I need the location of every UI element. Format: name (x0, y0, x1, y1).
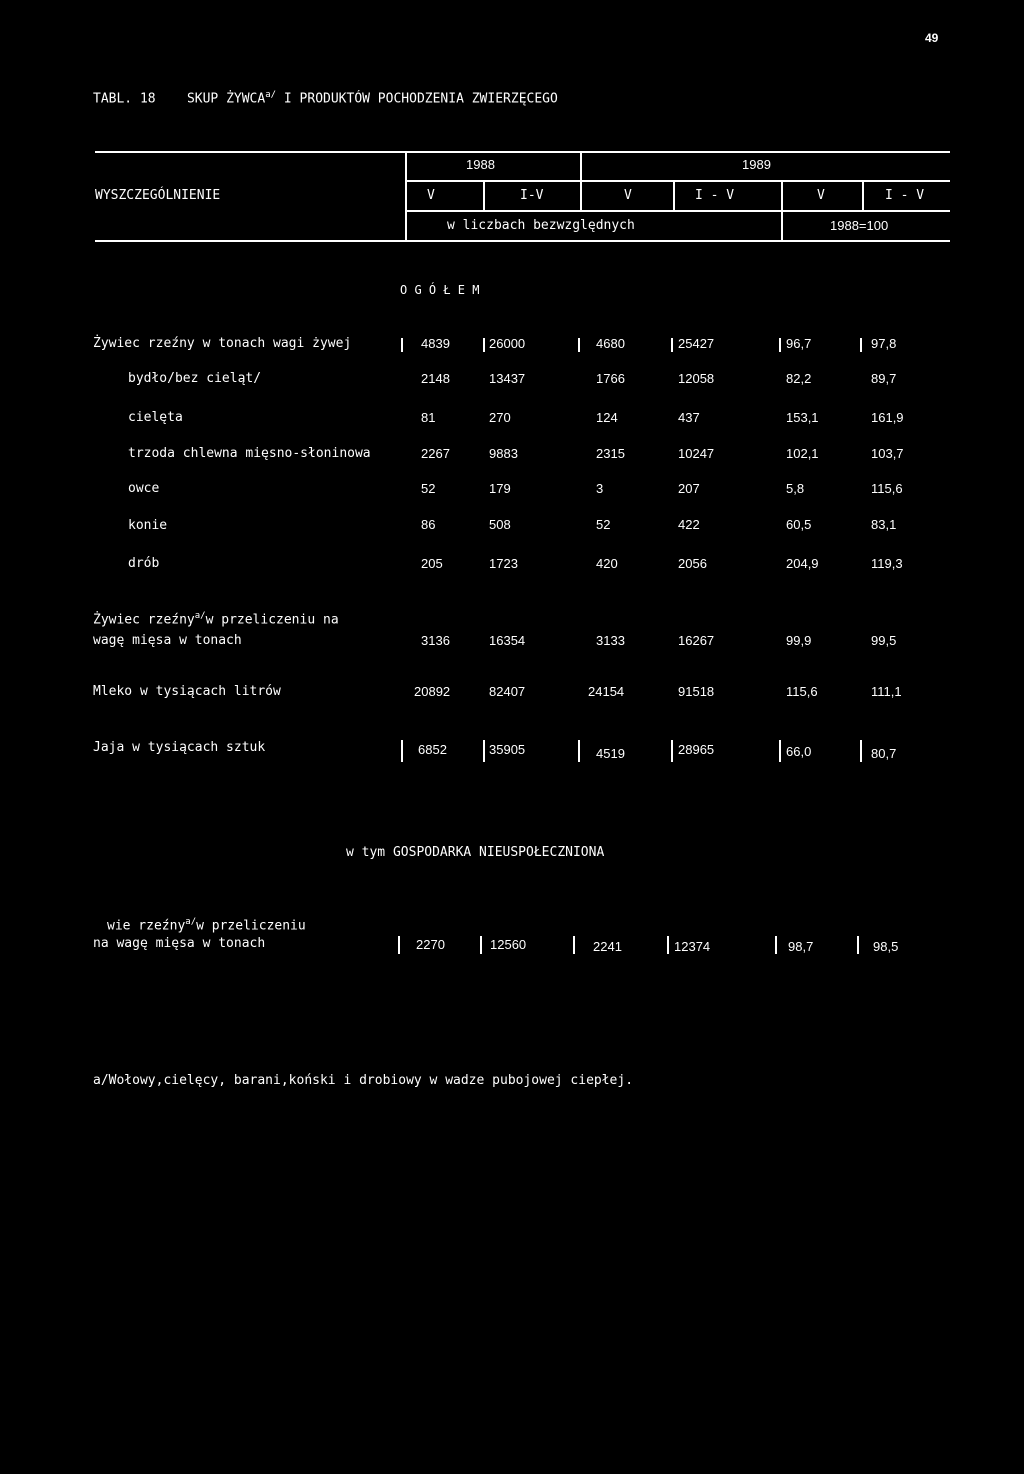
column-separator (401, 740, 403, 762)
cell: 437 (678, 410, 700, 425)
cell: 204,9 (786, 556, 819, 571)
header-divider (580, 151, 582, 211)
cell: 2267 (421, 446, 450, 461)
cell: 25427 (678, 336, 715, 351)
cell: 124 (596, 410, 618, 425)
cell: 508 (489, 517, 511, 532)
cell: 83,1 (871, 517, 897, 532)
page-number: 49 (925, 31, 939, 45)
header-mid-rule (406, 180, 950, 182)
column-separator (779, 338, 781, 352)
cell: 9883 (489, 446, 518, 461)
row-label: trzoda chlewna mięsno-słoninowa (128, 446, 371, 461)
cell: 205 (421, 556, 443, 571)
column-separator (860, 338, 862, 352)
title-text: SKUP ŻYWCA (186, 91, 266, 107)
column-header-label: WYSZCZEGÓLNIENIE (95, 188, 221, 203)
header-divider (673, 180, 675, 210)
row-label: cielęta (128, 410, 183, 425)
cell: 96,7 (786, 336, 812, 351)
cell: 3 (596, 481, 604, 496)
period-header: V (427, 188, 435, 203)
cell: 10247 (678, 446, 715, 461)
period-header: I - V (695, 188, 735, 203)
period-header: V (817, 188, 825, 203)
cell: 98,7 (788, 939, 814, 954)
row-label (107, 914, 306, 934)
column-separator (483, 740, 485, 762)
cell: 12058 (678, 371, 715, 386)
row-label: konie (128, 518, 168, 533)
column-separator (573, 936, 575, 954)
cell: 2315 (596, 446, 625, 461)
row-label: bydło/bez cieląt/ (128, 371, 262, 386)
row-label-line2: wagę mięsa w tonach (93, 633, 242, 648)
cell: 13437 (489, 371, 526, 386)
row-label-part: w przeliczeniu (196, 918, 306, 934)
cell: 422 (678, 517, 700, 532)
cell: 115,6 (786, 684, 818, 699)
header-divider (781, 180, 783, 240)
column-separator (401, 338, 403, 352)
column-separator (398, 936, 400, 954)
section-heading-private: w tym GOSPODARKA NIEUSPOŁECZNIONA (346, 845, 605, 860)
cell: 28965 (678, 742, 715, 757)
period-header: I - V (885, 188, 925, 203)
cell: 2148 (421, 371, 450, 386)
column-separator (857, 936, 859, 954)
cell: 103,7 (871, 446, 904, 461)
header-sub-rule (406, 210, 950, 212)
cell: 24154 (588, 684, 625, 699)
cell: 86 (421, 517, 436, 532)
cell: 4680 (596, 336, 625, 351)
cell: 102,1 (786, 446, 819, 461)
cell: 82,2 (786, 371, 812, 386)
column-separator (671, 740, 673, 762)
cell: 179 (489, 481, 511, 496)
column-separator (671, 338, 673, 352)
cell: 5,8 (786, 481, 805, 496)
cell: 81 (421, 410, 436, 425)
section-heading-total: O G Ó Ł E M (400, 283, 480, 297)
cell: 119,3 (871, 556, 903, 571)
column-separator (667, 936, 669, 954)
cell: 3133 (596, 633, 625, 648)
footnote-mark: a/ (185, 917, 197, 927)
cell: 12374 (674, 939, 711, 954)
column-separator (578, 740, 580, 762)
column-separator (860, 740, 862, 762)
period-header: V (624, 188, 632, 203)
cell: 52 (421, 481, 436, 496)
cell: 60,5 (786, 517, 812, 532)
cell: 6852 (418, 742, 447, 757)
cell: 16354 (489, 633, 526, 648)
cell: 153,1 (786, 410, 819, 425)
column-separator (480, 936, 482, 954)
year-1988: 1988 (466, 157, 495, 172)
column-separator (779, 740, 781, 762)
cell: 207 (678, 481, 700, 496)
header-top-rule (95, 151, 950, 153)
header-bottom-rule (95, 240, 950, 242)
row-label: Mleko w tysiącach litrów (93, 684, 281, 699)
row-label: drób (128, 556, 160, 571)
unit-absolute-header: w liczbach bezwzględnych (447, 218, 635, 233)
column-separator (775, 936, 777, 954)
year-1989: 1989 (742, 157, 771, 172)
footnote: a/Wołowy,cielęcy, barani,koński i drobiowy w wadze pubojowej ciepłej. (93, 1073, 634, 1088)
cell: 111,1 (871, 684, 902, 699)
cell: 20892 (414, 684, 451, 699)
cell: 26000 (489, 336, 526, 351)
cell: 2056 (678, 556, 707, 571)
table-title (93, 87, 558, 107)
cell: 35905 (489, 742, 526, 757)
row-label-part: Żywiec rzeźny (93, 612, 195, 628)
header-divider (862, 180, 864, 210)
header-divider (405, 151, 407, 241)
row-label: Żywiec rzeźny w tonach wagi żywej (93, 336, 352, 351)
cell: 99,9 (786, 633, 812, 648)
cell: 2241 (593, 939, 622, 954)
table-number: TABL. 18 (93, 91, 156, 107)
footnote-mark: a/ (194, 611, 206, 621)
row-label: Jaja w tysiącach sztuk (93, 740, 266, 755)
cell: 3136 (421, 633, 450, 648)
cell: 80,7 (871, 746, 897, 761)
unit-index-header: 1988=100 (830, 218, 889, 233)
header-divider (483, 180, 485, 210)
cell: 12560 (490, 937, 527, 952)
column-separator (483, 338, 485, 352)
cell: 97,8 (871, 336, 897, 351)
cell: 161,9 (871, 410, 904, 425)
cell: 91518 (678, 684, 715, 699)
row-label (93, 608, 339, 628)
row-label: owce (128, 481, 160, 496)
cell: 89,7 (871, 371, 897, 386)
cell: 16267 (678, 633, 715, 648)
cell: 420 (596, 556, 618, 571)
cell: 98,5 (873, 939, 899, 954)
cell: 82407 (489, 684, 526, 699)
cell: 99,5 (871, 633, 897, 648)
cell: 66,0 (786, 744, 812, 759)
row-label-line2: na wagę mięsa w tonach (93, 936, 266, 951)
period-header: I-V (520, 188, 544, 203)
title-footnote-mark: a/ (265, 90, 277, 100)
cell: 1766 (596, 371, 625, 386)
title-rest: I PRODUKTÓW POCHODZENIA ZWIERZĘCEGO (276, 91, 558, 107)
row-label-part: wie rzeźny (107, 918, 186, 934)
cell: 2270 (416, 937, 445, 952)
cell: 1723 (489, 556, 518, 571)
cell: 4839 (421, 336, 450, 351)
column-separator (578, 338, 580, 352)
cell: 270 (489, 410, 511, 425)
cell: 4519 (596, 746, 625, 761)
row-label-part: w przeliczeniu na (205, 612, 339, 628)
cell: 52 (596, 517, 611, 532)
cell: 115,6 (871, 481, 903, 496)
